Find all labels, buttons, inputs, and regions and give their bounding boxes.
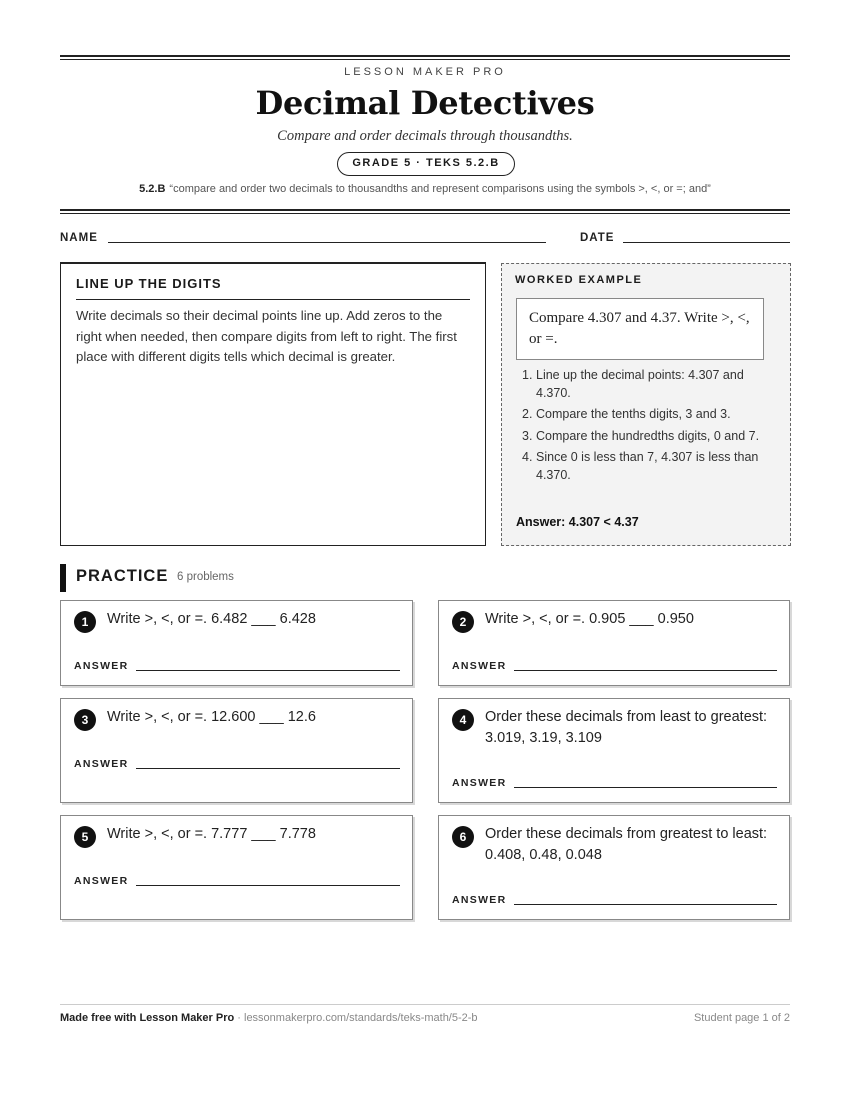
worked-example-answer: Answer: 4.307 < 4.37 <box>516 515 639 529</box>
answer-field[interactable] <box>514 670 777 671</box>
name-field[interactable] <box>108 242 546 243</box>
problem-card-1 <box>60 600 413 686</box>
problem-number-badge: 4 <box>452 709 474 731</box>
answer-label: ANSWER <box>74 758 129 770</box>
header-bottom-rule <box>60 209 790 211</box>
answer-label: ANSWER <box>452 660 507 672</box>
step-text: Line up the decimal points: 4.307 and 4.370. <box>536 368 744 400</box>
footer-credit <box>60 1012 478 1024</box>
brand-name: LESSON MAKER PRO <box>344 66 506 78</box>
answer-label: ANSWER <box>452 777 507 789</box>
footer-url[interactable]: · lessonmakerpro.com/standards/teks-math/5-2-b <box>237 1012 478 1024</box>
step-item <box>516 367 778 402</box>
date-label: DATE <box>580 232 615 244</box>
problem-card-2 <box>438 600 790 686</box>
problem-card-3 <box>60 698 413 803</box>
problem-card-6 <box>438 815 790 920</box>
date-field[interactable] <box>623 242 790 243</box>
lesson-heading: LINE UP THE DIGITS <box>76 276 470 300</box>
answer-label: ANSWER <box>452 894 507 906</box>
grade-badge: GRADE 5 · TEKS 5.2.B <box>337 152 515 176</box>
answer-label: ANSWER <box>74 875 129 887</box>
practice-accent-bar <box>60 564 66 592</box>
problem-number-badge: 3 <box>74 709 96 731</box>
lesson-box <box>60 262 486 546</box>
problem-number-badge: 1 <box>74 611 96 633</box>
problem-number-badge: 5 <box>74 826 96 848</box>
step-number: 2. <box>522 407 533 421</box>
problem-text: Order these decimals from least to greatest: 3.019, 3.19, 3.109 <box>485 709 768 746</box>
worked-example-question: Compare 4.307 and 4.37. Write >, <, or =. <box>516 298 764 360</box>
page-subtitle: Compare and order decimals through thousandths. <box>277 128 573 144</box>
step-number: 1. <box>522 368 533 382</box>
problem-card-5 <box>60 815 413 920</box>
problem-number-badge: 6 <box>452 826 474 848</box>
answer-field[interactable] <box>136 670 400 671</box>
answer-label: ANSWER <box>74 660 129 672</box>
step-text: Compare the hundredths digits, 0 and 7. <box>536 428 760 443</box>
lesson-body: Write decimals so their decimal points line up. Add zeros to the right when needed, then compare digits from left to right. The first place with different digits tells which decimal is greater. <box>76 308 457 364</box>
worked-example-heading: WORKED EXAMPLE <box>515 274 643 286</box>
standard-text: “compare and order two decimals to thousandths and represent comparisons using the symbols >, <, or =; and” <box>169 183 711 195</box>
answer-field[interactable] <box>136 768 400 769</box>
step-number: 3. <box>522 428 533 443</box>
problem-text: Write >, <, or =. 0.905 ___ 0.950 <box>485 611 694 627</box>
footer-page-number: Student page 1 of 2 <box>693 1012 790 1024</box>
problem-card-4 <box>438 698 790 803</box>
standard-description <box>0 183 850 195</box>
problem-text: Write >, <, or =. 12.600 ___ 12.6 <box>107 709 316 725</box>
page-title: Decimal Detectives <box>255 84 595 122</box>
problem-text: Write >, <, or =. 7.777 ___ 7.778 <box>107 826 316 842</box>
footer-rule <box>60 1004 790 1005</box>
name-label: NAME <box>60 232 98 244</box>
step-item <box>516 428 778 446</box>
step-item <box>516 449 778 484</box>
step-item <box>516 406 778 424</box>
problem-number-badge: 2 <box>452 611 474 633</box>
answer-field[interactable] <box>514 787 777 788</box>
worked-example-box <box>501 263 791 546</box>
practice-count: 6 problems <box>177 571 234 583</box>
step-text: Compare the tenths digits, 3 and 3. <box>536 407 731 421</box>
practice-title: PRACTICE <box>76 567 169 585</box>
answer-field[interactable] <box>514 904 777 905</box>
worked-example-steps <box>516 367 778 488</box>
step-text: Since 0 is less than 7, 4.307 is less than 4.370. <box>536 450 759 482</box>
problem-text: Order these decimals from greatest to least: 0.408, 0.48, 0.048 <box>485 826 768 863</box>
answer-field[interactable] <box>136 885 400 886</box>
standard-code: 5.2.B <box>139 183 166 195</box>
top-rule <box>60 55 790 57</box>
problem-text: Write >, <, or =. 6.482 ___ 6.428 <box>107 611 316 627</box>
footer-made-with: Made free with Lesson Maker Pro <box>60 1012 235 1024</box>
step-number: 4. <box>522 450 533 464</box>
